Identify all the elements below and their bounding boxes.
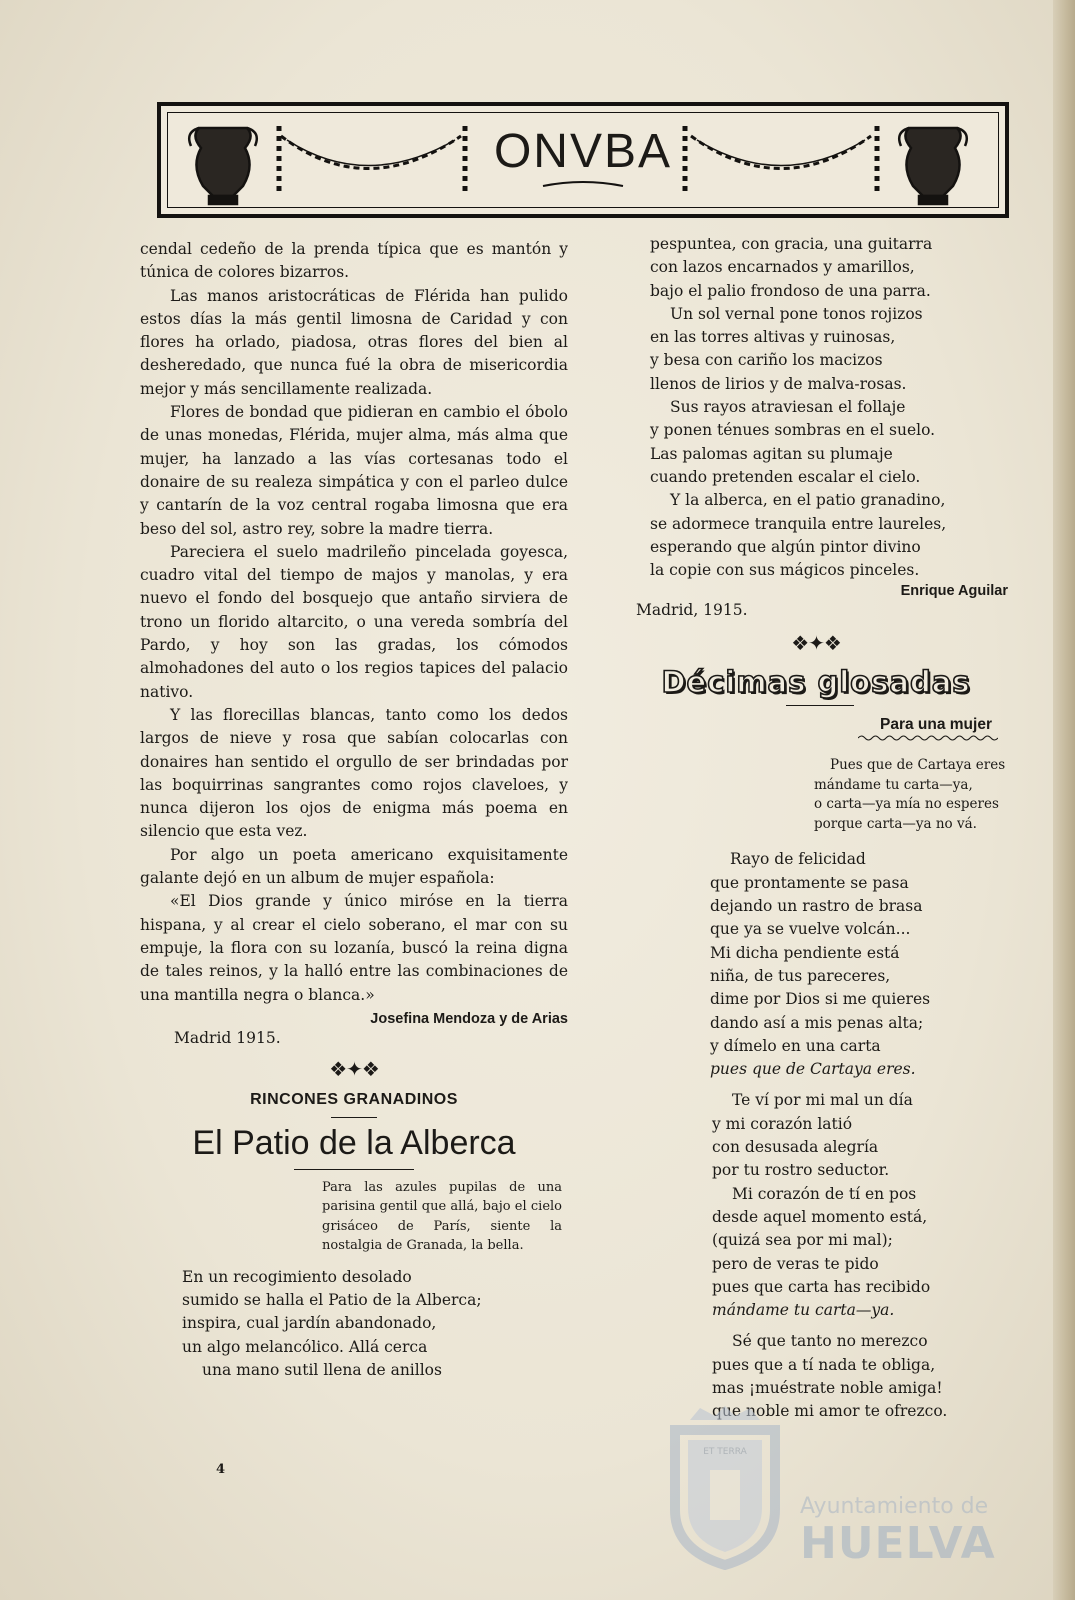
verse-line: dejando un rastro de brasa [710,897,923,916]
verse-line: que ya se vuelve volcán... [710,920,911,939]
verse-line: mas ¡muéstrate noble amiga! [712,1378,943,1397]
verse-line: se adormece tranquila entre laureles, [650,514,947,533]
poem-signature: Enrique Aguilar [900,583,1008,600]
watermark-line-2: HUELVA [800,1518,996,1569]
verse-line: (quizá sea por mi mal); [712,1231,893,1250]
decimas-quatrain [814,756,1016,834]
right-column [636,233,1016,1424]
decimas-subtitle: Para una mujer [880,716,992,734]
verse-line: En un recogimiento desolado [182,1267,412,1286]
verse-line: pues que a tí nada te obliga, [712,1355,936,1374]
page-number: 4 [216,1462,226,1477]
verse-line: niña, de tus pareceres, [710,966,891,985]
verse-line: la copie con sus mágicos pinceles. [650,561,920,580]
verse-line: esperando que algún pintor divino [650,537,921,556]
page-edge [1053,0,1075,1600]
verse-line-closing: mándame tu carta—ya. [712,1301,895,1320]
left-article-signature: Josefina Mendoza y de Arias [370,1010,568,1027]
epigraph: Para las azules pupilas de una parisina gentil que allá, bajo el cielo grisáceo de París, siente la nostalgia de Granada, la bella. [322,1179,562,1254]
left-article-place-date: Madrid 1915. [174,1028,281,1047]
article-title: El Patio de la Alberca [192,1123,516,1162]
verse-line: pero de veras te pido [712,1254,879,1273]
decimas-stanza-2 [712,1089,1016,1322]
verse-line: que noble mi amor te ofrezco. [712,1402,948,1421]
section-kicker: RINCONES GRANADINOS [250,1090,458,1108]
paragraph: «El Dios grande y único miróse en la tierra hispana, y al crear el cielo soberano, el mar con su empuje, la flora con su lozanía, buscó la reina digna de tales reinos, y la halló entre las combinaciones de una mantilla negra o blanca.» [140,892,568,1004]
title-flourish-icon [543,182,623,186]
verse-line: Mi dicha pendiente está [710,943,900,962]
decimas-stanza-1 [710,848,1016,1081]
divider [294,1169,414,1170]
verse-line: Rayo de felicidad [730,850,866,869]
verse-line: que prontamente se pasa [710,873,909,892]
verse-line: y ponen ténues sombras en el suelo. [650,421,936,440]
city-shield-icon [660,1400,790,1570]
masthead [157,102,1009,218]
verse-line: un algo melancólico. Allá cerca [182,1337,428,1356]
verse-line: llenos de lirios y de malva-rosas. [650,374,907,393]
verse-line: Un sol vernal pone tonos rojizos [670,304,923,323]
verse-line: Y la alberca, en el patio granadino, [670,491,946,510]
verse-line: sumido se halla el Patio de la Alberca; [182,1291,482,1310]
verse-line: Mi corazón de tí en pos [732,1184,917,1203]
poem-place-date: Madrid, 1915. [636,601,748,620]
verse-line: bajo el palio frondoso de una parra. [650,281,931,300]
verse-line: y besa con cariño los macizos [650,351,883,370]
svg-text:ET TERRA: ET TERRA [703,1447,747,1457]
verse-line: dando así a mis penas alta; [710,1013,924,1032]
poem-verses-left [182,1266,568,1382]
paragraph: Pareciera el suelo madrileño pincelada goyesca, cuadro vital del tiempo de majos y manolas, y era nuevo el fondo del bosquejo que antaño sirviera de trono un florido altarcito, o una vereda sombría del Pardo, y hoy son las gradas, los cómodos almohadones del auto o los regios tapices del palacio nativo. [140,542,568,701]
verse-line: Sé que tanto no merezco [732,1332,928,1351]
section-ornament-icon: ❖✦❖ [791,631,841,656]
paragraph: cendal cedeño de la prenda típica que es mantón y túnica de colores bizarros. [140,240,568,282]
verse-line: y dímelo en una carta [710,1036,881,1055]
verse-line: con desusada alegría [712,1138,879,1157]
verse-line: cuando pretenden escalar el cielo. [650,467,921,486]
section-ornament-icon: ❖✦❖ [329,1056,379,1081]
watermark [660,1400,996,1570]
wavy-underline-icon [858,734,998,742]
verse-line: pespuntea, con gracia, una guitarra [650,235,933,253]
verse-line: mándame tu carta—ya, [814,776,973,793]
verse-line: dime por Dios si me quieres [710,990,931,1009]
verse-line: con lazos encarnados y amarillos, [650,258,915,277]
verse-line: desde aquel momento está, [712,1207,928,1226]
left-article [140,238,568,1007]
verse-line: o carta—ya mía no esperes [814,796,999,813]
watermark-line-1: Ayuntamiento de [800,1494,989,1519]
decimas-title: Décimas glosadas [661,665,971,700]
divider [331,1117,377,1118]
verse-line-closing: pues que de Cartaya eres. [710,1060,916,1079]
paragraph: Las manos aristocráticas de Flérida han pulido estos días la más gentil limosna de Caridad y con flores ha orlado, piadosa, otras flores del bien al desheredado, que nunca fué la obra de misericordia mejor y más sencillamente realizada. [140,286,568,398]
paragraph: Por algo un poeta americano exquisitamente galante dejó en un album de mujer española: [140,845,568,888]
verse-line: y mi corazón latió [712,1114,853,1133]
masthead-title: ONVBA [493,125,673,178]
verse-line: Te ví por mi mal un día [732,1091,913,1110]
verse-line: Las palomas agitan su plumaje [650,444,893,463]
poem-verses-right [650,233,1016,582]
verse-line: Sus rayos atraviesan el follaje [670,398,906,417]
paragraph: Y las florecillas blancas, tanto como los dedos largos de nieve y rosa que sabían colocarlas con donaires han sentido el orgullo de ser brindadas por las boquirrinas sangrantes como rojos claveloes, y nunca dijeron los ojos de enigma más poema en silencio que esta vez. [140,705,568,841]
divider [786,705,854,706]
verse-line: en las torres altivas y ruinosas, [650,328,896,347]
verse-line: Pues que de Cartaya eres [830,757,1006,774]
verse-line: inspira, cual jardín abandonado, [182,1314,437,1333]
verse-line: por tu rostro seductor. [712,1161,890,1180]
verse-line: pues que carta has recibido [712,1277,931,1296]
verse-line: una mano sutil llena de anillos [202,1360,442,1379]
paragraph: Flores de bondad que pidieran en cambio el óbolo de unas monedas, Flérida, mujer alma, más alma que mujer, ha lanzado a las vías cortesanas todo el donaire de su realeza simpática y con el parleo dulce y cantarín de la voz central rogaba limosna que era beso del sol, astro rey, sobre la madre tierra. [140,403,568,538]
left-column [140,238,568,1382]
verse-line: porque carta—ya no vá. [814,815,977,832]
